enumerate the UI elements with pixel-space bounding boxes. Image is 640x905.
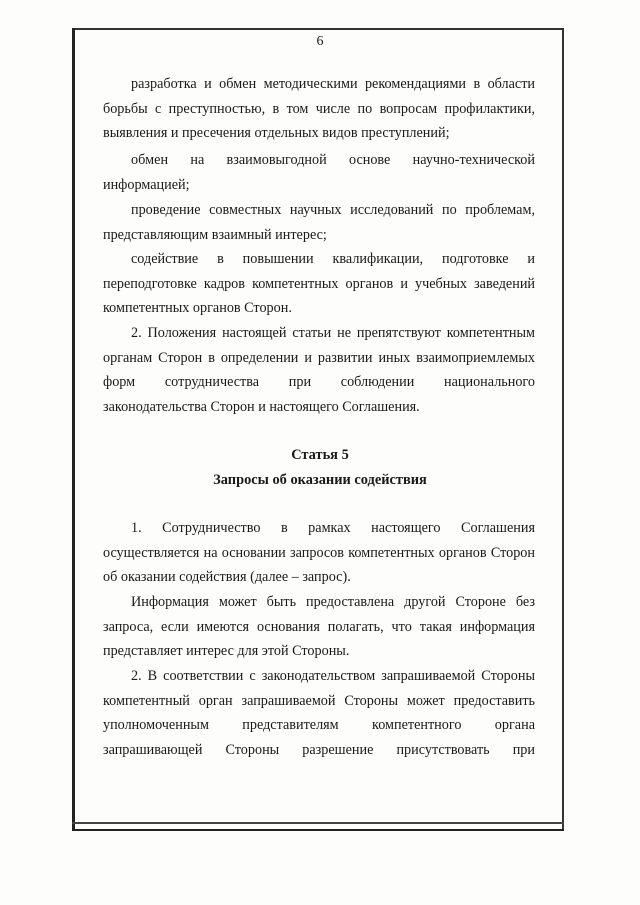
paragraph-info-without-request: Информация может быть предоставлена другой Стороне без запроса, если имеются основания полагать, что такая информация представляет интерес для этой Стороны.	[103, 594, 535, 660]
paragraph-joint-research: проведение совместных научных исследований по проблемам, представляющим взаимный интерес;	[103, 202, 535, 243]
article-number: Статья 5	[291, 447, 349, 463]
paragraph-article-clause-2: 2. Положения настоящей статьи не препятствуют компетентным органам Сторон в определении и развитии иных взаимоприемлемых форм сотрудничества при соблюдении национального законодательства Сторон и настоящего Соглашения.	[103, 325, 535, 415]
paragraph-requests-basis: 1. Сотрудничество в рамках настоящего Соглашения осуществляется на основании запросов компетентных органов Сторон об оказании содействия (далее – запрос).	[103, 520, 535, 586]
paragraph-staff-training: содействие в повышении квалификации, подготовке и переподготовке кадров компетентных органов и учебных заведений компетентных органов Сторон.	[103, 251, 535, 317]
article-title: Запросы об оказании содействия	[213, 472, 427, 488]
paragraph-methodical-recommendations: разработка и обмен методическими рекомендациями в области борьбы с преступностью, в том числе по вопросам профилактики, выявления и пресечения отдельных видов преступлений;	[103, 76, 535, 142]
frame-border-bottom	[72, 822, 564, 824]
frame-border-bottom-outer	[72, 829, 564, 831]
frame-border-right	[562, 28, 564, 831]
paragraph-info-exchange: обмен на взаимовыгодной основе научно-технической информацией;	[103, 152, 535, 193]
frame-border-top	[72, 28, 564, 30]
page-number: 6	[316, 34, 324, 49]
paragraph-representatives-presence: 2. В соответствии с законодательством запрашиваемой Стороны компетентный орган запрашиваемой Стороны может предоставить уполномоченным представителям компетентного органа запрашивающей Стороны разрешение присутствовать при	[103, 668, 535, 758]
frame-border-left	[72, 28, 75, 831]
